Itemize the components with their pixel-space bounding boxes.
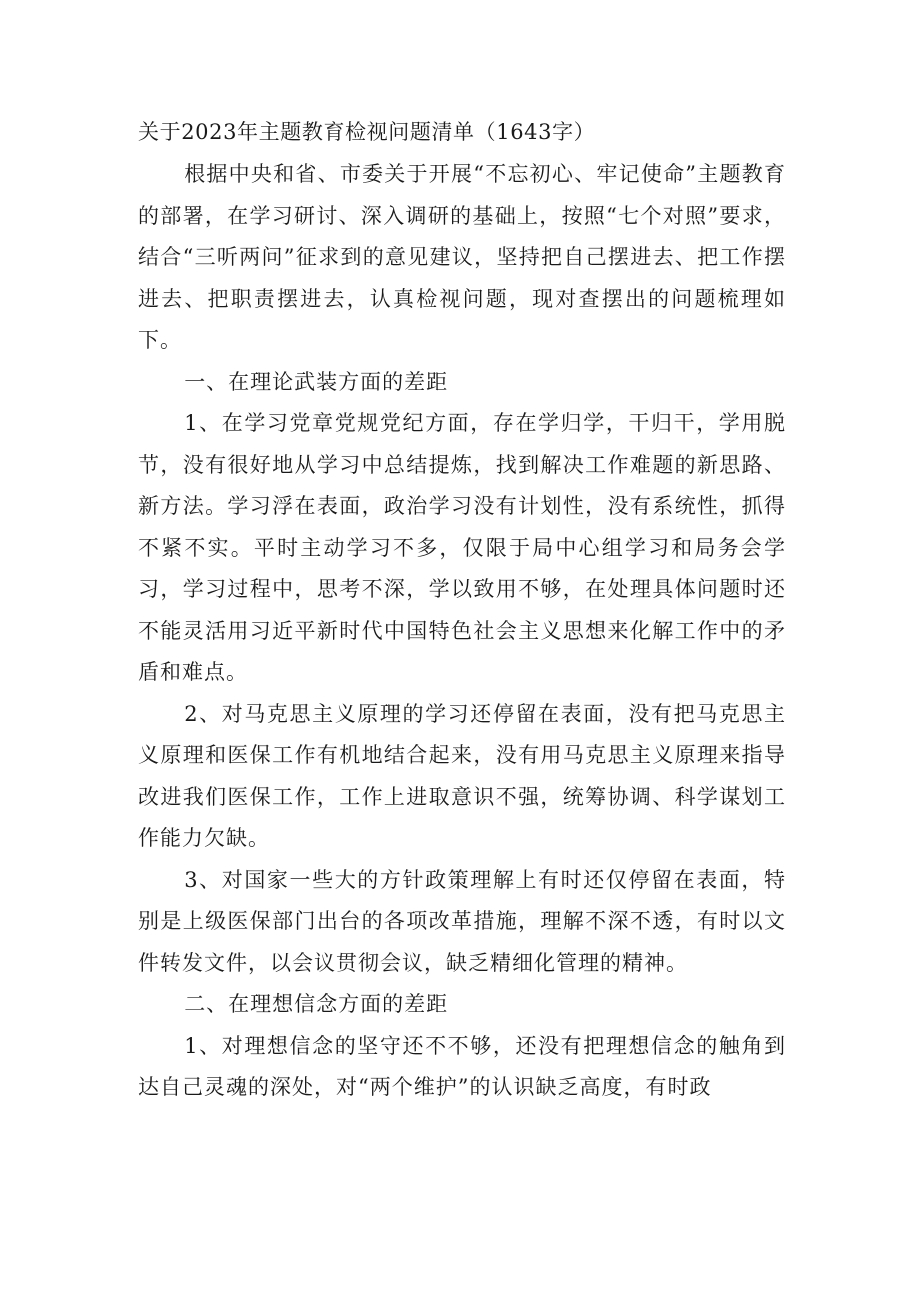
intro-paragraph: 根据中央和省、市委关于开展“不忘初心、牢记使命”主题教育的部署，在学习研讨、深入调研的基础上，按照“七个对照”要求，结合“三听两问”征求到的意见建议，坚持把自己摆进去、把工作摆进去、把职责摆进去，认真检视问题，现对查摆出的问题梳理如下。 [138, 162, 786, 352]
section-heading-2: 二、在理想信念方面的差距 [184, 992, 449, 1016]
section-2-item-1: 1、对理想信念的坚守还不不够，还没有把理想信念的触角到达自己灵魂的深处，对“两个维护”的认识缺乏高度，有时政 [138, 1033, 786, 1099]
section-1-item-3: 3、对国家一些大的方针政策理解上有时还仅停留在表面，特别是上级医保部门出台的各项改革措施，理解不深不透，有时以文件转发文件，以会议贯彻会议，缺乏精细化管理的精神。 [138, 867, 786, 975]
section-heading-1: 一、在理论武装方面的差距 [184, 369, 449, 394]
section-1-item-1: 1、在学习党章党规党纪方面，存在学归学，干归干，学用脱节，没有很好地从学习中总结提炼，找到解决工作难题的新思路、新方法。学习浮在表面，政治学习没有计划性，没有系统性，抓得不紧不实。平时主动学习不多，仅限于局中心组学习和局务会学习，学习过程中，思考不深，学以致用不够，在处理具体问题时还不能灵活用习近平新时代中国特色社会主义思想来化解工作中的矛盾和难点。 [138, 411, 786, 684]
section-1-item-2: 2、对马克思主义原理的学习还停留在表面，没有把马克思主义原理和医保工作有机地结合起来，没有用马克思主义原理来指导改进我们医保工作，工作上进取意识不强，统筹协调、科学谋划工作能力欠缺。 [138, 701, 786, 850]
document-body [138, 114, 786, 1109]
document-title: 关于2023年主题教育检视问题清单（1643字） [138, 120, 596, 144]
